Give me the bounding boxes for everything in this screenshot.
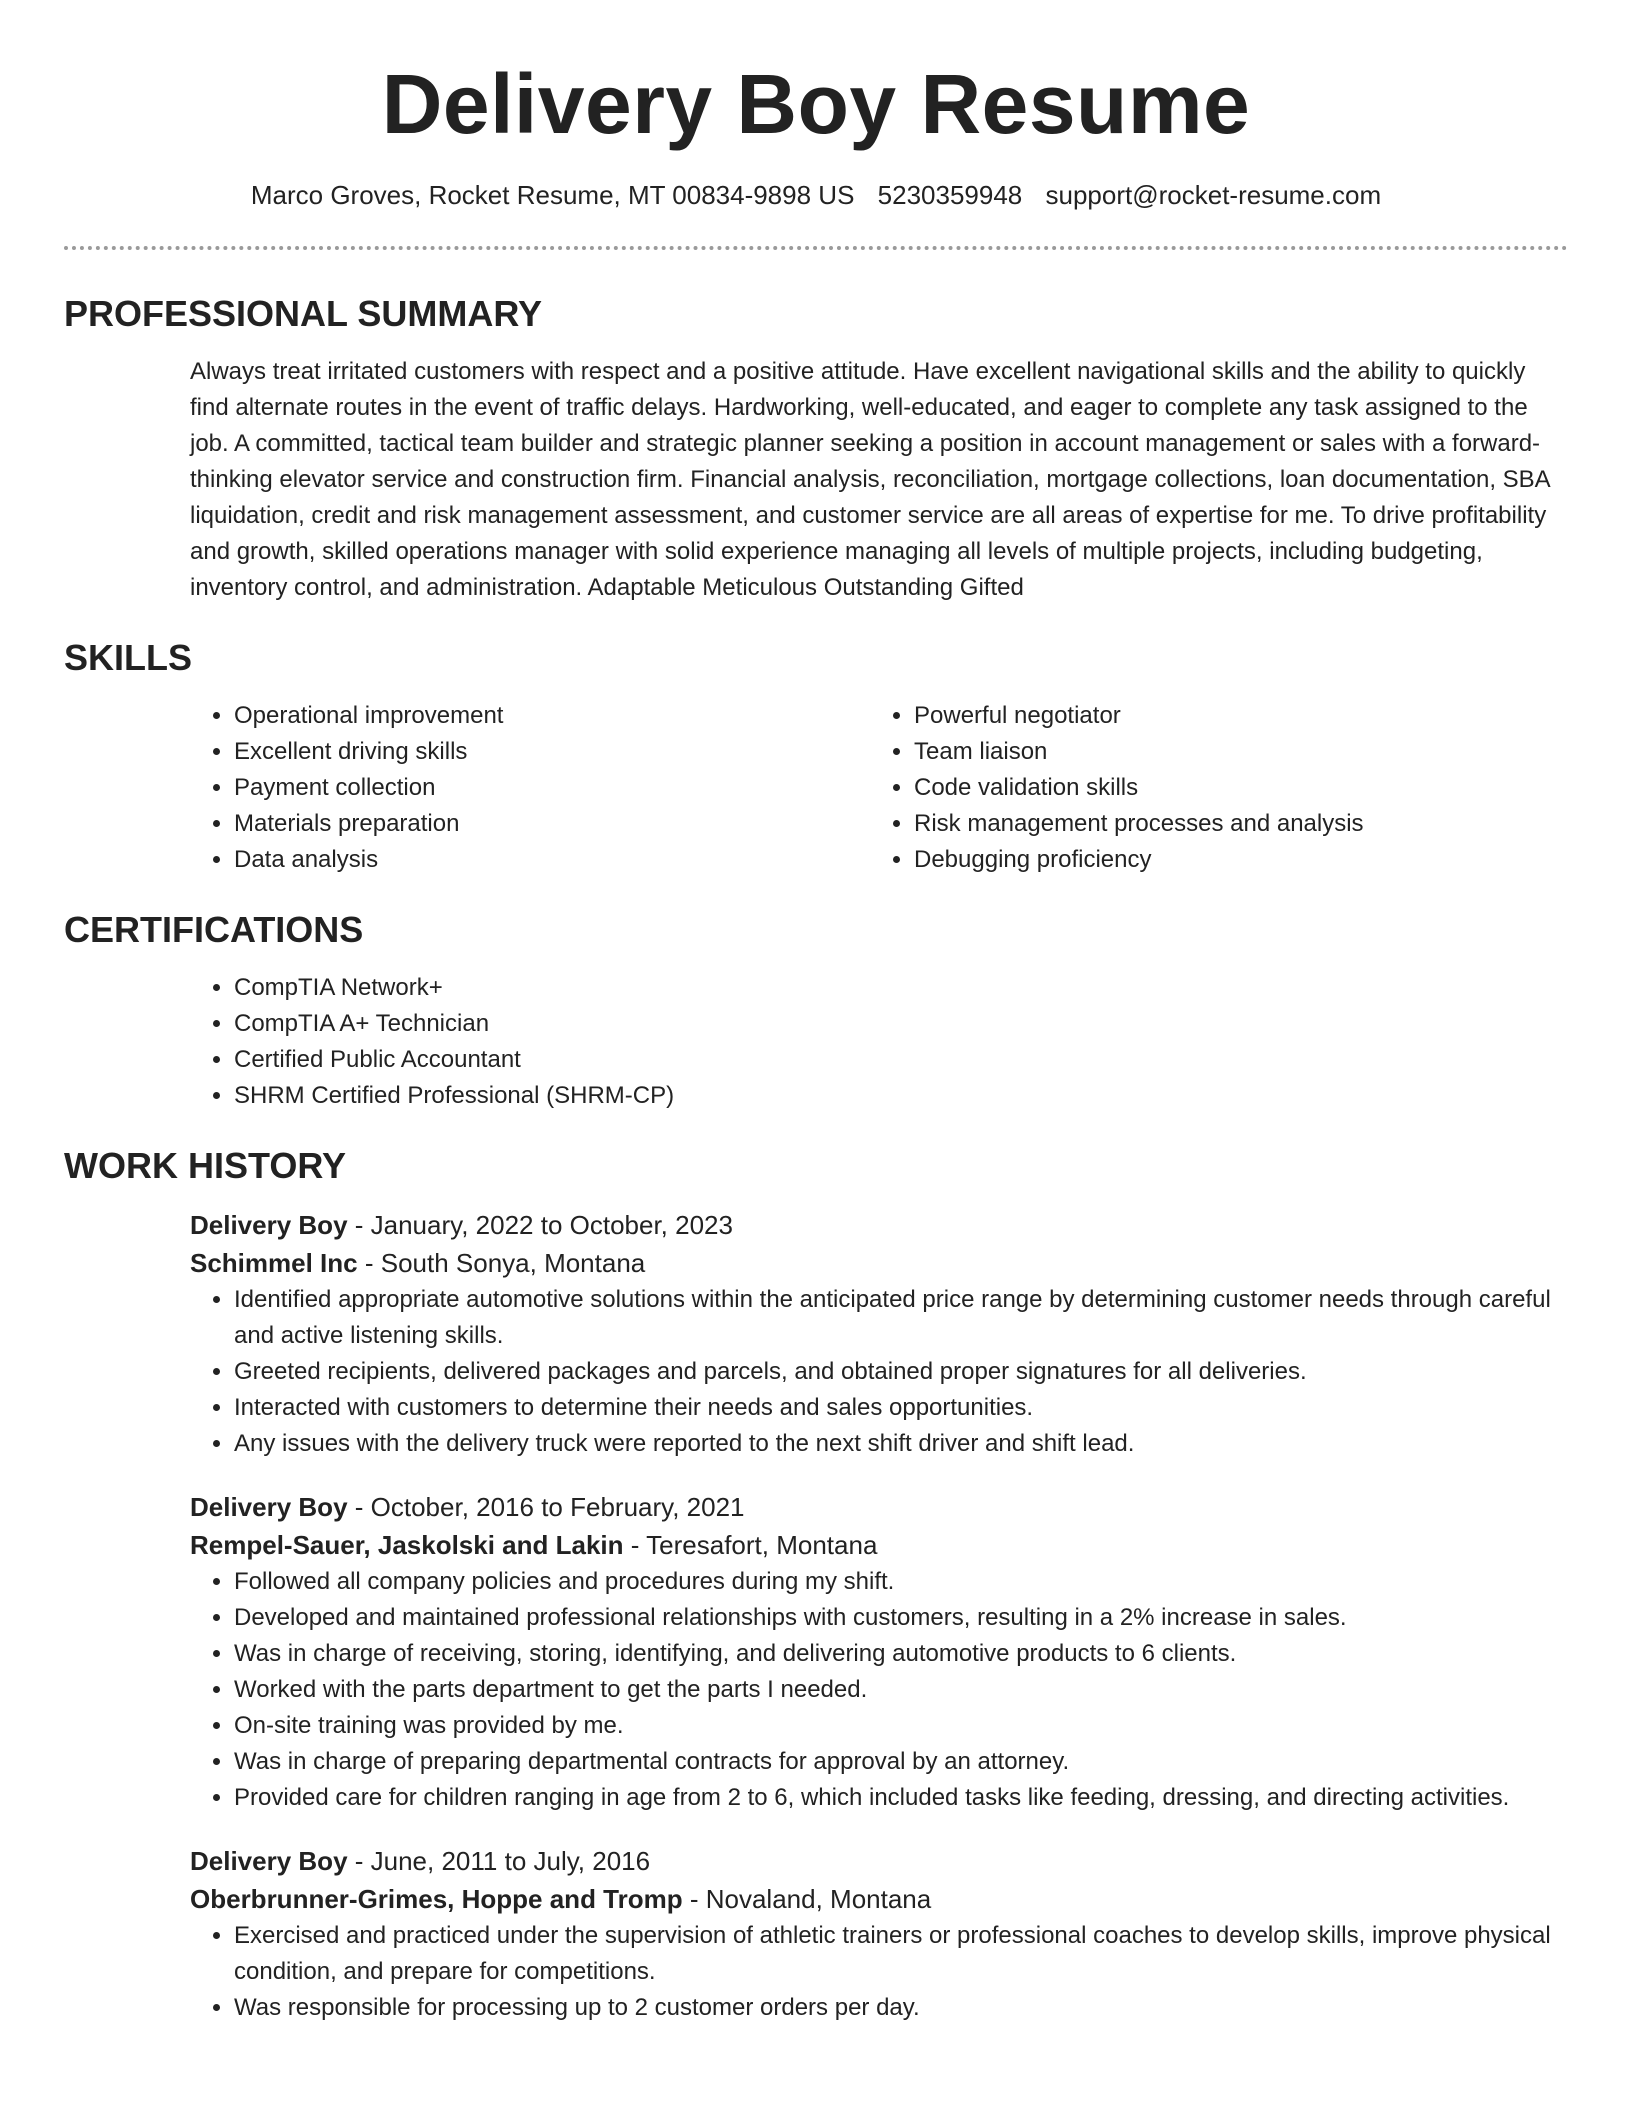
job-duties-list bbox=[190, 1918, 1568, 2026]
certification-item: • CompTIA Network+ bbox=[234, 970, 1568, 1006]
job-duties-list bbox=[190, 1282, 1568, 1462]
contact-email: support@rocket-resume.com bbox=[1045, 180, 1382, 210]
job-location: - South Sonya, Montana bbox=[357, 1248, 646, 1278]
job-duty: • Exercised and practiced under the supervision of athletic trainers or professional coaches to develop skills, improve physical condition, and prepare for competitions. bbox=[234, 1918, 1568, 1990]
certification-item: • CompTIA A+ Technician bbox=[234, 1006, 1568, 1042]
skill-item: • Code validation skills bbox=[914, 770, 1550, 806]
skill-item: • Team liaison bbox=[914, 734, 1550, 770]
header-divider bbox=[64, 246, 1568, 250]
summary-text: Always treat irritated customers with respect and a positive attitude. Have excellent navigational skills and the ability to quickly find alternate routes in the event of traffic delays. Hardworking, well-educated, and eager to complete any task assigned to the job. A committed, tactical team builder and strategic planner seeking a position in account management or sales with a forward-thinking elevator service and construction firm. Financial analysis, reconciliation, mortgage collections, loan documentation, SBA liquidation, credit and risk management assessment, and customer service are all areas of expertise for me. To drive profitability and growth, skilled operations manager with solid experience managing all levels of multiple projects, including budgeting, inventory control, and administration. Adaptable Meticulous Outstanding Gifted bbox=[190, 358, 1550, 601]
contact-address: Marco Groves, Rocket Resume, MT 00834-9898 US bbox=[250, 180, 855, 210]
job-duty: • Provided care for children ranging in age from 2 to 6, which included tasks like feeding, dressing, and directing activities. bbox=[234, 1780, 1568, 1816]
skills-list-left bbox=[190, 698, 870, 878]
job-duty: • Developed and maintained professional relationships with customers, resulting in a 2% increase in sales. bbox=[234, 1600, 1568, 1636]
job-title-line bbox=[190, 1842, 1568, 1880]
job-dates: - January, 2022 to October, 2023 bbox=[347, 1210, 733, 1240]
job-company: Schimmel Inc bbox=[190, 1248, 358, 1278]
work-history-section bbox=[190, 1206, 1568, 2026]
job-entry bbox=[190, 1842, 1568, 2026]
job-duty: • On-site training was provided by me. bbox=[234, 1708, 1568, 1744]
skill-item: • Excellent driving skills bbox=[234, 734, 870, 770]
job-duties-list bbox=[190, 1564, 1568, 1816]
job-title: Delivery Boy bbox=[190, 1210, 348, 1240]
skills-grid bbox=[190, 698, 1568, 878]
job-dates: - June, 2011 to July, 2016 bbox=[347, 1846, 651, 1876]
job-company: Oberbrunner-Grimes, Hoppe and Tromp bbox=[190, 1884, 683, 1914]
job-company-line bbox=[190, 1526, 1568, 1564]
job-duty: • Followed all company policies and procedures during my shift. bbox=[234, 1564, 1568, 1600]
resume-page bbox=[64, 0, 1568, 2026]
job-duty: • Identified appropriate automotive solutions within the anticipated price range by determining customer needs through careful and active listening skills. bbox=[234, 1282, 1568, 1354]
skills-heading: SKILLS bbox=[64, 637, 193, 678]
skill-item: • Powerful negotiator bbox=[914, 698, 1550, 734]
job-location: - Novaland, Montana bbox=[682, 1884, 932, 1914]
certifications-section bbox=[190, 970, 1568, 1114]
skills-column-left bbox=[190, 698, 870, 878]
job-entry bbox=[190, 1206, 1568, 1462]
summary-heading: PROFESSIONAL SUMMARY bbox=[64, 293, 543, 334]
job-title: Delivery Boy bbox=[190, 1846, 348, 1876]
job-duty: • Interacted with customers to determine their needs and sales opportunities. bbox=[234, 1390, 1568, 1426]
job-title-line bbox=[190, 1488, 1568, 1526]
skill-item: • Payment collection bbox=[234, 770, 870, 806]
skill-item: • Data analysis bbox=[234, 842, 870, 878]
contact-phone: 5230359948 bbox=[877, 180, 1023, 210]
job-company: Rempel-Sauer, Jaskolski and Lakin bbox=[190, 1530, 624, 1560]
skill-item: • Debugging proficiency bbox=[914, 842, 1550, 878]
job-title: Delivery Boy bbox=[190, 1492, 348, 1522]
certifications-heading: CERTIFICATIONS bbox=[64, 909, 364, 950]
job-duty: • Greeted recipients, delivered packages and parcels, and obtained proper signatures for all deliveries. bbox=[234, 1354, 1568, 1390]
job-company-line bbox=[190, 1244, 1568, 1282]
work-history-heading: WORK HISTORY bbox=[64, 1145, 347, 1186]
skill-item: • Materials preparation bbox=[234, 806, 870, 842]
resume-title: Delivery Boy Resume bbox=[381, 57, 1251, 151]
certifications-list bbox=[190, 970, 1568, 1114]
skill-item: • Operational improvement bbox=[234, 698, 870, 734]
job-dates: - October, 2016 to February, 2021 bbox=[347, 1492, 745, 1522]
job-duty: • Was in charge of preparing departmental contracts for approval by an attorney. bbox=[234, 1744, 1568, 1780]
certification-item: • SHRM Certified Professional (SHRM-CP) bbox=[234, 1078, 1568, 1114]
contact-line bbox=[64, 178, 1568, 212]
job-company-line bbox=[190, 1880, 1568, 1918]
skills-list-right bbox=[870, 698, 1550, 878]
job-duty: • Was responsible for processing up to 2 customer orders per day. bbox=[234, 1990, 1568, 2026]
certification-item: • Certified Public Accountant bbox=[234, 1042, 1568, 1078]
job-location: - Teresafort, Montana bbox=[623, 1530, 878, 1560]
job-entry bbox=[190, 1488, 1568, 1816]
skills-column-right bbox=[870, 698, 1550, 878]
job-duty: • Worked with the parts department to get the parts I needed. bbox=[234, 1672, 1568, 1708]
job-title-line bbox=[190, 1206, 1568, 1244]
job-duty: • Any issues with the delivery truck were reported to the next shift driver and shift lead. bbox=[234, 1426, 1568, 1462]
skill-item: • Risk management processes and analysis bbox=[914, 806, 1550, 842]
job-duty: • Was in charge of receiving, storing, identifying, and delivering automotive products to 6 clients. bbox=[234, 1636, 1568, 1672]
